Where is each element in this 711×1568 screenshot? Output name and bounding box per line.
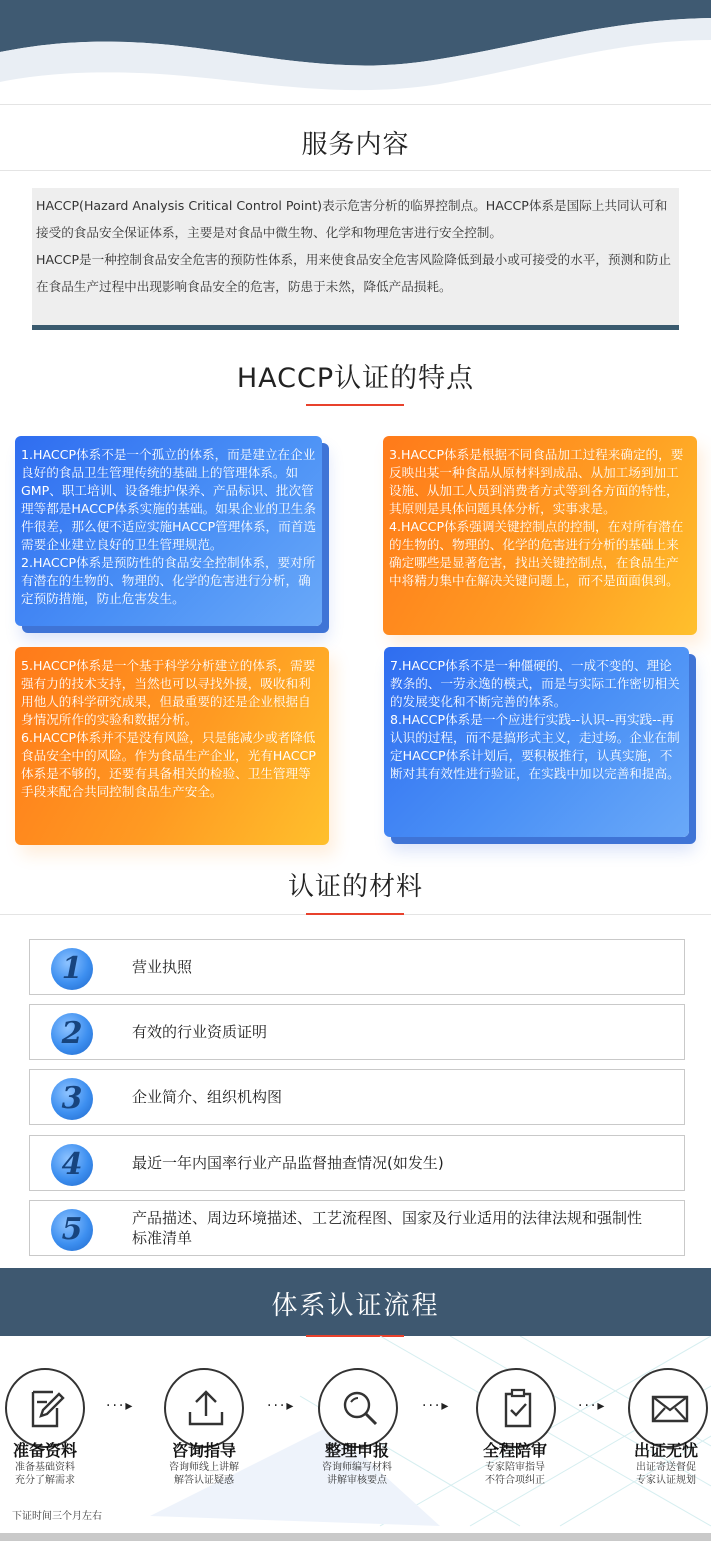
arrow-dots: ···▸ (267, 1398, 296, 1414)
number-badge: 5 (51, 1209, 93, 1251)
feature-text: 3.HACCP体系是根据不同食品加工过程来确定的，要反映出某一种食品从原材料到成品、从加工场到加工设施、从加工人员到消费者方式等到各方面的特性，其原则是具体问题具体分析，实事求是。 (389, 447, 684, 516)
step-4-desc: 专家陪审指导 不符合项纠正 (485, 1462, 545, 1486)
intro-text-box (32, 188, 679, 330)
step-1-circle (5, 1368, 85, 1448)
step-5-circle (628, 1368, 708, 1448)
title-underline (306, 404, 404, 406)
feature-text: 6.HACCP体系并不是没有风险，只是能减少或者降低食品安全中的风险。作为食品生产企业，光有HACCP体系是不够的，还要有具备相关的检验、卫生管理等手段来配合共同控制食品生产安全。 (21, 730, 316, 799)
step-5-desc: 出证寄送督促 专家认证规划 (636, 1462, 696, 1486)
title-underline (306, 913, 404, 915)
feature-card-2 (383, 436, 697, 635)
arrow-dots: ···▸ (106, 1398, 135, 1414)
search-document-icon (340, 1388, 380, 1430)
header-divider (0, 104, 711, 105)
feature-text: 4.HACCP体系强调关键控制点的控制，在对所有潜在的生物的、物理的、化学的危害进行分析的基础上来确定哪些是显著危害，找出关键控制点，在食品生产中将精力集中在解决关键问题上，而不是面面俱到。 (389, 519, 684, 588)
step-4-circle (476, 1368, 556, 1448)
section-title-features: HACCP认证的特点 (236, 363, 475, 394)
section-title-service: 服务内容 (301, 130, 410, 160)
section-title-process: 体系认证流程 (271, 1291, 440, 1321)
arrow-dots: ···▸ (422, 1398, 451, 1414)
material-item-4 (29, 1135, 685, 1191)
step-2-desc: 咨询师线上讲解 解答认证疑惑 (169, 1462, 239, 1486)
clipboard-check-icon (498, 1388, 538, 1430)
feature-card-4 (384, 647, 689, 837)
material-text: 有效的行业资质证明 (132, 1023, 268, 1041)
number-badge: 2 (51, 1013, 93, 1055)
feature-text: 1.HACCP体系不是一个孤立的体系，而是建立在企业良好的食品卫生管理传统的基础上的管理体系。如GMP、职工培训、设备维护保养、产品标识、批次管理等都是HACCP体系实施的基础。如果企业的卫生条件很差，那么便不适应实施HACCP管理体系，而首选需要企业建立良好的卫生管理规范。 (21, 447, 316, 552)
feature-text: 8.HACCP体系是一个应进行实践--认识--再实践--再认识的过程，而不是搞形式主义，走过场。企业在制定HACCP体系计划后，要积极推行，认真实施，不断对其有效性进行验证，在实践中加以完善和提高。 (390, 712, 680, 781)
footer-bar (0, 1533, 711, 1541)
step-5-name: 出证无忧 (633, 1441, 698, 1460)
feature-card-1 (15, 436, 322, 626)
step-1-desc: 准备基础资料 充分了解需求 (15, 1462, 75, 1486)
section-title-materials: 认证的材料 (287, 872, 423, 902)
header-wave-decoration (0, 0, 711, 105)
upload-icon (186, 1388, 226, 1430)
material-item-3 (29, 1069, 685, 1125)
step-3-desc: 咨询师编写材料 讲解审核要点 (322, 1462, 392, 1486)
feature-text: 5.HACCP体系是一个基于科学分析建立的体系，需要强有力的技术支持，当然也可以寻找外援，吸收和利用他人的科学研究成果，但最重要的还是企业根据自身情况所作的实验和数据分析。 (21, 658, 316, 727)
certification-time-note: 下证时间三个月左右 (12, 1511, 102, 1522)
number-badge: 4 (51, 1144, 93, 1186)
number-badge: 3 (51, 1078, 93, 1120)
step-2-name: 咨询指导 (171, 1441, 236, 1460)
step-3-name: 整理申报 (324, 1441, 389, 1460)
document-edit-icon (27, 1388, 67, 1430)
step-1-name: 准备资料 (12, 1441, 77, 1460)
number-badge: 1 (51, 948, 93, 990)
step-4-name: 全程陪审 (482, 1441, 547, 1460)
feature-text: 2.HACCP体系是预防性的食品安全控制体系，要对所有潜在的生物的、物理的、化学的危害进行分析，确定预防措施，防止危害发生。 (21, 555, 316, 606)
step-2-circle (164, 1368, 244, 1448)
material-text: 营业执照 (132, 958, 193, 976)
material-item-2 (29, 1004, 685, 1060)
material-text: 企业简介、组织机构图 (132, 1088, 283, 1106)
intro-paragraph-2: HACCP是一种控制食品安全危害的预防性体系，用来使食品安全危害风险降低到最小或可接受的水平，预测和防止在食品生产过程中出现影响食品安全的危害，防患于未然，降低产品损耗。 (36, 252, 671, 294)
arrow-dots: ···▸ (578, 1398, 607, 1414)
material-item-1 (29, 939, 685, 995)
envelope-icon (650, 1388, 690, 1430)
material-item-5 (29, 1200, 685, 1256)
material-text: 产品描述、周边环境描述、工艺流程图、国家及行业适用的法律法规和强制性标准清单 (132, 1209, 643, 1247)
step-3-circle (318, 1368, 398, 1448)
section-divider (0, 170, 711, 171)
material-text: 最近一年内国率行业产品监督抽查情况(如发生) (132, 1154, 444, 1172)
feature-text: 7.HACCP体系不是一种僵硬的、一成不变的、理论教条的、一劳永逸的模式，而是与实际工作密切相关的发展变化和不断完善的体系。 (390, 658, 680, 709)
feature-card-3 (15, 647, 329, 845)
intro-paragraph-1: HACCP(Hazard Analysis Critical Control Point)表示危害分析的临界控制点。HACCP体系是国际上共同认可和接受的食品安全保证体系，主要是对食品中微生物、化学和物理危害进行安全控制。 (36, 198, 668, 240)
